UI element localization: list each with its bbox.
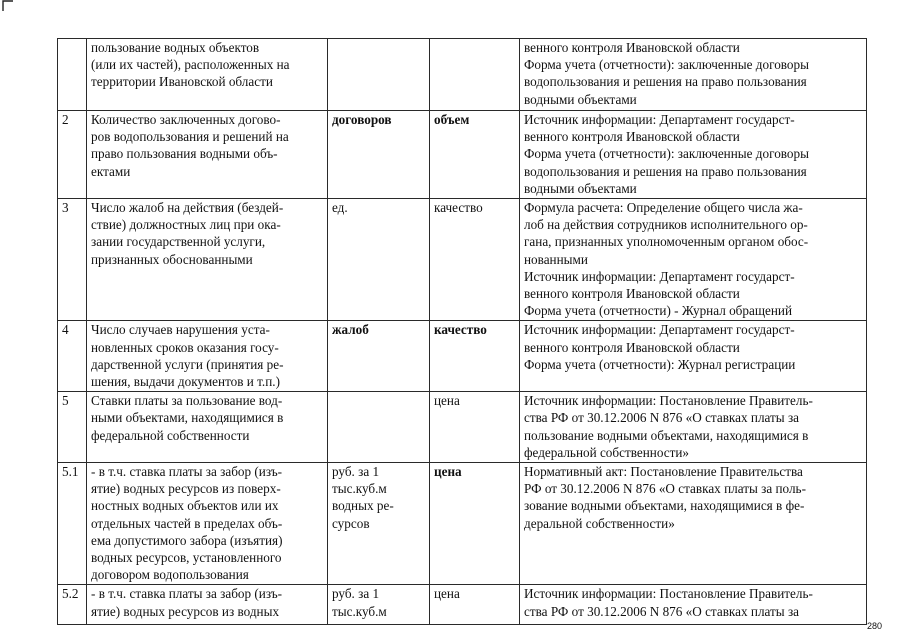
type-cell: качество — [430, 199, 520, 321]
indicator-cell: пользование водных объектов (или их частей), расположенных на территории Ивановской области — [87, 39, 328, 111]
type-cell: цена — [430, 463, 520, 585]
type-cell: объем — [430, 111, 520, 199]
unit-cell: договоров — [328, 111, 430, 199]
table-row — [58, 39, 867, 111]
unit-cell — [328, 392, 430, 463]
type-cell: цена — [430, 585, 520, 625]
indicators-table — [57, 38, 867, 625]
source-cell: Источник информации: Постановление Правитель- ства РФ от 30.12.2006 N 876 «О ставках платы за — [520, 585, 867, 625]
row-number: 3 — [58, 199, 87, 321]
row-number — [58, 39, 87, 111]
table-row — [58, 199, 867, 321]
source-cell: Формула расчета: Определение общего числа жа- лоб на действия сотрудников исполнительного ор- гана, признанных уполномоченным органом обос- нованными Источник информации: Департамент государст- венного контроля Ивановской области Форма учета (отчетности) - Журнал обращений — [520, 199, 867, 321]
row-number: 2 — [58, 111, 87, 199]
source-cell: Источник информации: Департамент государст- венного контроля Ивановской области Форма учета (отчетности): Журнал регистрации — [520, 321, 867, 392]
source-cell: Нормативный акт: Постановление Правительства РФ от 30.12.2006 N 876 «О ставках платы за поль- зование водными объектами, находящимися в фе- деральной собственности» — [520, 463, 867, 585]
row-number: 5 — [58, 392, 87, 463]
page-number: 280 — [867, 621, 883, 631]
type-cell: качество — [430, 321, 520, 392]
table-row — [58, 392, 867, 463]
unit-cell — [328, 39, 430, 111]
indicator-cell: Число жалоб на действия (бездей- ствие) должностных лиц при ока- зании государственной услуги, признанных обоснованными — [87, 199, 328, 321]
source-cell: Источник информации: Постановление Правитель- ства РФ от 30.12.2006 N 876 «О ставках платы за пользование водными объектами, находящимися в федеральной собственности» — [520, 392, 867, 463]
table-row — [58, 321, 867, 392]
indicator-cell: - в т.ч. ставка платы за забор (изъ- ятие) водных ресурсов из поверх- ностных водных объектов или их отдельных частей в пределах объ- ема допустимого забора (изъятия) водных ресурсов, установленного договором водопользования — [87, 463, 328, 585]
type-cell — [430, 39, 520, 111]
row-number: 5.1 — [58, 463, 87, 585]
unit-cell: руб. за 1 тыс.куб.м — [328, 585, 430, 625]
corner-bracket-icon — [2, 0, 14, 12]
row-number: 5.2 — [58, 585, 87, 625]
source-cell: венного контроля Ивановской области Форма учета (отчетности): заключенные договоры водопользования и решения на право пользования водными объектами — [520, 39, 867, 111]
row-number: 4 — [58, 321, 87, 392]
source-cell: Источник информации: Департамент государст- венного контроля Ивановской области Форма учета (отчетности): заключенные договоры водопользования и решения на право пользования водными объектами — [520, 111, 867, 199]
unit-cell: руб. за 1 тыс.куб.м водных ре- сурсов — [328, 463, 430, 585]
table-row — [58, 463, 867, 585]
type-cell: цена — [430, 392, 520, 463]
indicator-cell: Ставки платы за пользование вод- ными объектами, находящимися в федеральной собственности — [87, 392, 328, 463]
unit-cell: жалоб — [328, 321, 430, 392]
table-row — [58, 585, 867, 625]
indicator-cell: - в т.ч. ставка платы за забор (изъ- ятие) водных ресурсов из водных — [87, 585, 328, 625]
table-row — [58, 111, 867, 199]
indicator-cell: Количество заключенных догово- ров водопользования и решений на право пользования водными объ- ектами — [87, 111, 328, 199]
unit-cell: ед. — [328, 199, 430, 321]
indicator-cell: Число случаев нарушения уста- новленных сроков оказания госу- дарственной услуги (принятия ре- шения, выдачи документов и т.п.) — [87, 321, 328, 392]
